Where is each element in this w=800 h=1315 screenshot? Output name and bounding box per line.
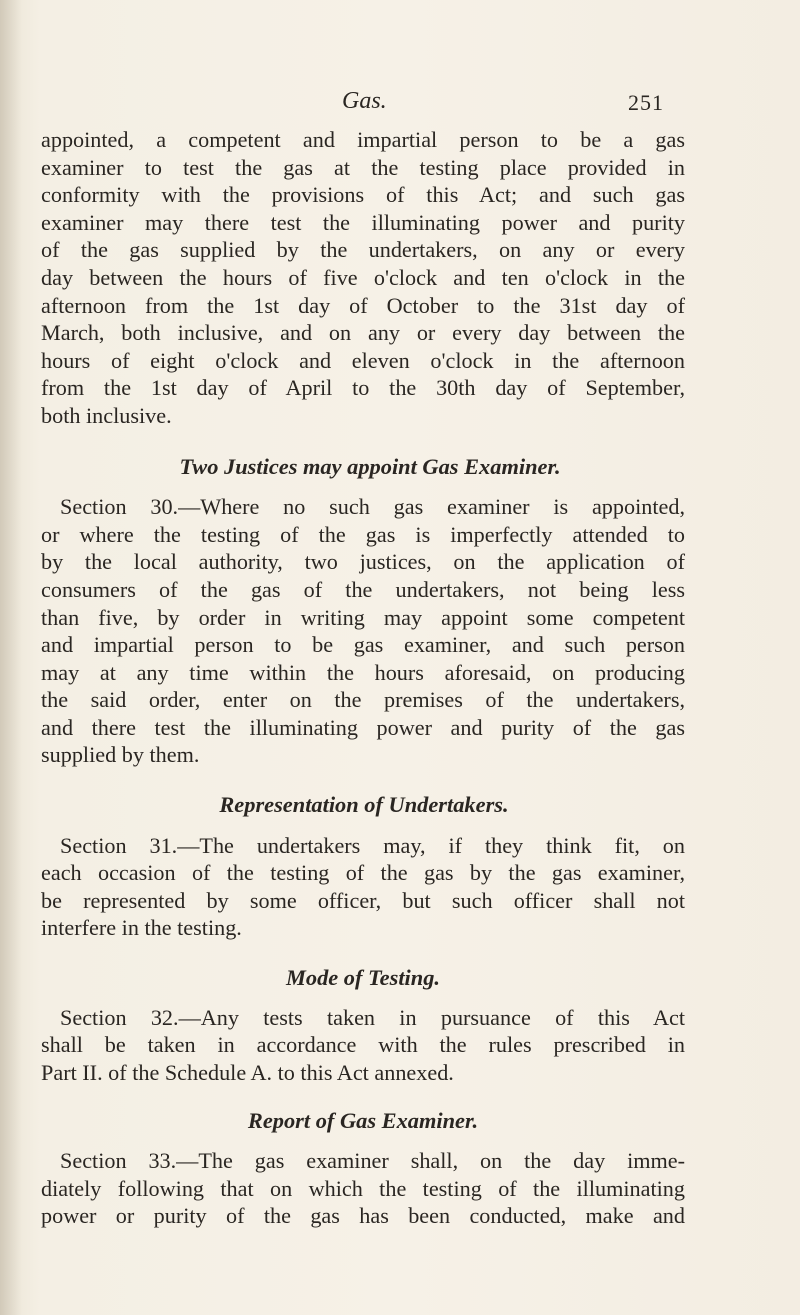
text-line: appointed, a competent and impartial person to be a gas xyxy=(41,127,685,152)
text-line: shall be taken in accordance with the rules prescribed in xyxy=(41,1032,685,1058)
text-line: and there test the illuminating power and purity of the gas xyxy=(41,714,685,740)
text-line: or where the testing of the gas is imperfectly attended to xyxy=(41,521,685,547)
text-line: conformity with the provisions of this Act; and such gas xyxy=(41,182,685,208)
text-line: consumers of the gas of the undertakers, not being less xyxy=(41,576,685,602)
text-line: diately following that on which the testing of the illuminating xyxy=(41,1175,685,1201)
text-line: March, both inclusive, and on any or every day between the xyxy=(41,320,685,346)
text-line: each occasion of the testing of the gas by the gas examiner, xyxy=(41,860,685,886)
text-line: day between the hours of five o'clock and ten o'clock in the xyxy=(41,264,685,290)
text-line: may at any time within the hours aforesaid, on producing xyxy=(41,659,685,685)
text-line: examiner to test the gas at the testing place provided in xyxy=(41,154,685,180)
text-line: afternoon from the 1st day of October to the 31st day of xyxy=(41,292,685,318)
text-line: supplied by them. xyxy=(41,742,200,768)
section-heading-representation: Representation of Undertakers. xyxy=(219,792,509,818)
paragraph-section-33 xyxy=(41,1147,685,1230)
body-text xyxy=(41,126,685,1230)
text-line: power or purity of the gas has been conducted, make and xyxy=(41,1203,685,1229)
text-line: examiner may there test the illuminating power and purity xyxy=(41,209,685,235)
text-line: Section 30.—Where no such gas examiner is appointed, xyxy=(60,494,685,520)
section-heading-two-justices: Two Justices may appoint Gas Examiner. xyxy=(179,453,561,479)
text-line: than five, by order in writing may appoint some competent xyxy=(41,604,685,630)
page-gutter-shadow xyxy=(0,0,22,1315)
text-line: Section 33.—The gas examiner shall, on the day imme- xyxy=(60,1148,685,1173)
paragraph-section-32 xyxy=(41,1004,685,1087)
paragraph-continuation xyxy=(41,126,685,430)
page-number: 251 xyxy=(628,90,664,115)
text-line: and impartial person to be gas examiner, and such person xyxy=(41,632,685,658)
text-line: interfere in the testing. xyxy=(41,915,242,941)
text-line: from the 1st day of April to the 30th day of September, xyxy=(41,375,685,401)
text-line: both inclusive. xyxy=(41,402,172,428)
text-line: be represented by some officer, but such officer shall not xyxy=(41,887,685,913)
text-line: hours of eight o'clock and eleven o'clock in the afternoon xyxy=(41,347,685,373)
section-heading-mode-of-testing: Mode of Testing. xyxy=(285,965,441,991)
paragraph-section-30 xyxy=(41,493,685,769)
running-head xyxy=(0,88,800,118)
text-line: Part II. of the Schedule A. to this Act annexed. xyxy=(41,1059,454,1085)
text-line: the said order, enter on the premises of the undertakers, xyxy=(41,687,685,713)
text-line: Section 31.—The undertakers may, if they think fit, on xyxy=(60,832,685,858)
paragraph-section-31 xyxy=(41,832,685,942)
text-line: by the local authority, two justices, on the application of xyxy=(41,549,685,575)
text-line: Section 32.—Any tests taken in pursuance of this Act xyxy=(60,1004,685,1030)
running-title: Gas. xyxy=(342,88,387,114)
text-line: of the gas supplied by the undertakers, on any or every xyxy=(41,237,685,263)
section-heading-report: Report of Gas Examiner. xyxy=(247,1108,479,1134)
